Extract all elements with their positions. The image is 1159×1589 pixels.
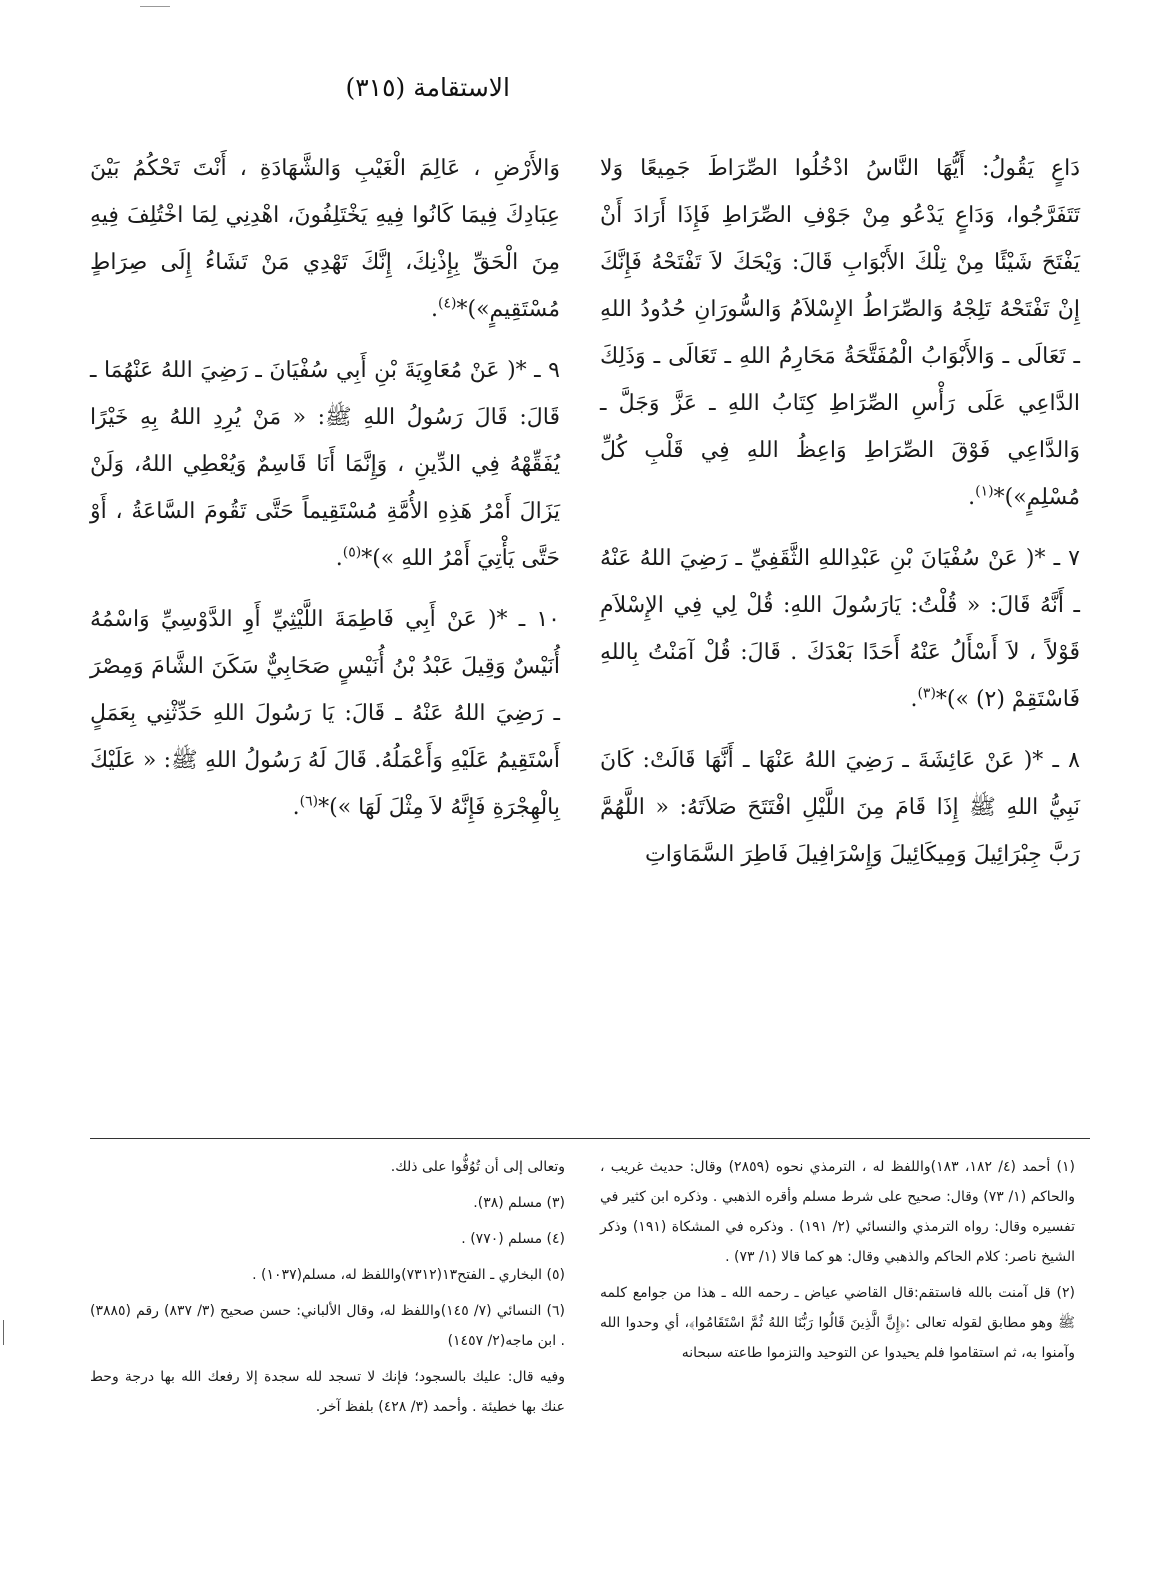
hadith-paragraph: ١٠ ـ *( عَنْ أَبِي فَاطِمَةَ اللَّيْثِيِّ أَوِ الدَّوْسِيِّ وَاسْمُهُ أُنَيْسٌ وَقِيلَ عَبْدُ بْنُ أُنَيْسٍ صَحَابِيٌّ سَكَنَ الشَّامَ وَمِصْرَ ـ رَضِيَ اللهُ عَنْهُ ـ قَالَ: يَا رَسُولَ اللهِ حَدِّثْنِي بِعَمَلٍ أَسْتَقِيمُ عَلَيْهِ وَأَعْمَلُهُ. قَالَ لَهُ رَسُولُ اللهِ ﷺ: « عَلَيْكَ بِالْهِجْرَةِ فَإِنَّهُ لاَ مِثْلَ لَهَا »)*$^{(٦)}$.: [90, 607, 560, 820]
footnotes-right: [600, 1152, 1075, 1374]
footnote: (٦) النسائي (٧/ ١٤٥)واللفظ له، وقال الألباني: حسن صحيح (٣/ ٨٣٧) رقم (٣٨٨٥) . ابن ماجه(٢/ ١٤٥٧): [90, 1303, 565, 1349]
left-text-column: [90, 145, 560, 845]
hadith-paragraph: ٩ ـ *( عَنْ مُعَاوِيَةَ بْنِ أَبِي سُفْيَانَ ـ رَضِيَ اللهُ عَنْهُمَا ـ قَالَ: قَالَ رَسُولُ اللهِ ﷺ: « مَنْ يُرِدِ اللهُ بِهِ خَيْرًا يُفَقِّهْهُ فِي الدِّينِ ، وَإِنَّمَا أَنَا قَاسِمٌ وَيُعْطِي اللهُ، وَلَنْ يَزَالَ أَمْرُ هَذِهِ الأُمَّةِ مُسْتَقِيماً حَتَّى تَقُومَ السَّاعَةُ ، أَوْ حَتَّى يَأْتِيَ أَمْرُ اللهِ »)*$^{(٥)}$.: [90, 358, 560, 571]
footnote-divider: [90, 1138, 1090, 1139]
top-scan-mark: [140, 6, 170, 7]
footnote: (٣) مسلم (٣٨).: [473, 1195, 565, 1211]
footnote: وفيه قال: عليك بالسجود؛ فإنك لا تسجد لله سجدة إلا رفعك الله بها درجة وحط عنك بها خطيئة . وأحمد (٣/ ٤٢٨) بلفظ آخر.: [90, 1369, 565, 1415]
footnote: (١) أحمد (٤/ ١٨٢، ١٨٣)واللفظ له ، الترمذي نحوه (٢٨٥٩) وقال: حديث غريب ، والحاكم (١/ ٧٣) وقال: صحيح على شرط مسلم وأقره الذهبي . وذكره ابن كثير في تفسيره وقال: رواه الترمذي والنسائي (٢/ ١٩١) . وذكره في المشكاة (١٩١) وذكر الشيخ ناصر: كلام الحاكم والذهبي وقال: هو كما قالا (١/ ٧٣) .: [600, 1159, 1076, 1265]
footnote: (٢) قل آمنت بالله فاستقم:قال القاضي عياض ـ رحمه الله ـ هذا من جوامع كلمه ﷺ وهو مطابق لقوله تعالى :﴿إِنَّ الَّذِينَ قَالُوا رَبُّنَا اللهُ ثُمَّ اسْتَقَامُوا﴾، أي وحدوا الله وآمنوا به، ثم استقاموا فلم يحيدوا عن التوحيد والتزموا طاعته سبحانه: [600, 1285, 1075, 1361]
running-header: الاستقامة (٣١٥): [345, 73, 510, 102]
margin-scan-mark: [3, 1320, 4, 1345]
footnote: (٤) مسلم (٧٧٠) .: [461, 1231, 565, 1247]
hadith-paragraph: وَالأَرْضِ ، عَالِمَ الْغَيْبِ وَالشَّهَادَةِ ، أَنْتَ تَحْكُمُ بَيْنَ عِبَادِكَ فِيمَا كَانُوا فِيهِ يَخْتَلِفُونَ، اهْدِنِي لِمَا اخْتُلِفَ فِيهِ مِنَ الْحَقِّ بِإِذْنِكَ، إِنَّكَ تَهْدِي مَنْ تَشَاءُ إِلَى صِرَاطٍ مُسْتَقِيمٍ»)*$^{(٤)}$.: [90, 156, 560, 322]
hadith-paragraph: ٧ ـ *( عَنْ سُفْيَانَ بْنِ عَبْدِاللهِ الثَّقَفِيِّ ـ رَضِيَ اللهُ عَنْهُ ـ أَنَّهُ قَالَ: « قُلْتُ: يَارَسُولَ اللهِ: قُلْ لِي فِي الإِسْلاَمِ قَوْلاً ، لاَ أَسْأَلُ عَنْهُ أَحَدًا بَعْدَكَ . قَالَ: قُلْ آمَنْتُ بِاللهِ فَاسْتَقِمْ (٢) »)*$^{(٣)}$.: [600, 546, 1080, 712]
footnote: وتعالى إلى أن تُوُفُّوا على ذلك.: [390, 1159, 565, 1175]
footnote: (٥) البخاري ـ الفتح١٣(٧٣١٢)واللفظ له، مسلم(١٠٣٧) .: [252, 1267, 565, 1283]
right-text-column: [600, 145, 1080, 892]
hadith-paragraph: دَاعٍ يَقُولُ: أَيُّهَا النَّاسُ ادْخُلُوا الصِّرَاطَ جَمِيعًا وَلا تَتَفَرَّجُوا، وَدَاعٍ يَدْعُو مِنْ جَوْفِ الصِّرَاطِ فَإِذَا أَرَادَ أَنْ يَفْتَحَ شَيْئًا مِنْ تِلْكَ الأَبْوَابِ قَالَ: وَيْحَكَ لاَ تَفْتَحْهُ فَإِنَّكَ إِنْ تَفْتَحْهُ تَلِجْهُ وَالصِّرَاطُ الإِسْلاَمُ وَالسُّورَانِ حُدُودُ اللهِ ـ تَعَالَى ـ وَالأَبْوَابُ الْمُفَتَّحَةُ مَحَارِمُ اللهِ ـ تَعَالَى ـ وَذَلِكَ الدَّاعِي عَلَى رَأْسِ الصِّرَاطِ كِتَابُ اللهِ ـ عَزَّ وَجَلَّ ـ وَالدَّاعِي فَوْقَ الصِّرَاطِ وَاعِظُ اللهِ فِي قَلْبِ كُلِّ مُسْلِمٍ»)*$^{(١)}$.: [600, 156, 1080, 510]
hadith-paragraph: ٨ ـ *( عَنْ عَائِشَةَ ـ رَضِيَ اللهُ عَنْهَا ـ أَنَّهَا قَالَتْ: كَانَ نَبِيُّ اللهِ ﷺ إِذَا قَامَ مِنَ اللَّيْلِ افْتَتَحَ صَلاَتَهُ: « اللَّهُمَّ رَبَّ جِبْرَائِيلَ وَمِيكَائِيلَ وَإِسْرَافِيلَ فَاطِرَ السَّمَاوَاتِ: [600, 748, 1080, 867]
footnotes-left: [90, 1152, 565, 1428]
